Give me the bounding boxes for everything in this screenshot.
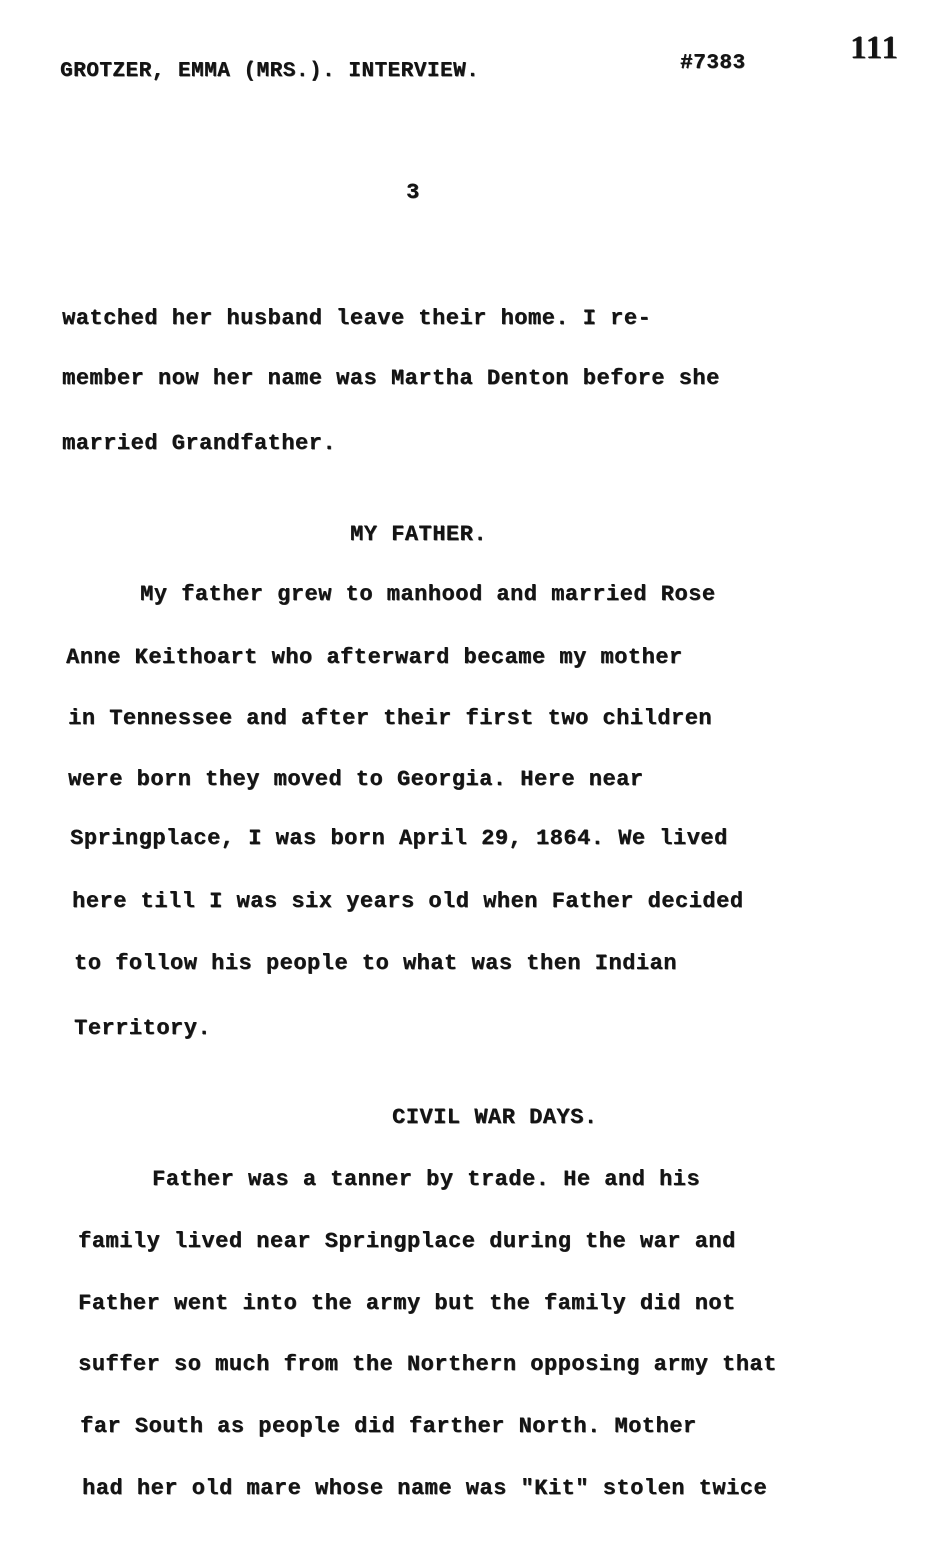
text-line: were born they moved to Georgia. Here near	[68, 767, 644, 792]
text-line: here till I was six years old when Father decided	[72, 889, 744, 914]
page-number: 3	[406, 180, 420, 205]
text-line: Anne Keithoart who afterward became my mother	[66, 645, 683, 670]
text-line: Springplace, I was born April 29, 1864. We lived	[70, 826, 728, 851]
text-line: Father was a tanner by trade. He and his	[152, 1167, 701, 1192]
text-line: far South as people did farther North. Mother	[80, 1414, 697, 1439]
text-line: to follow his people to what was then Indian	[74, 951, 677, 976]
text-line: suffer so much from the Northern opposing army that	[78, 1352, 777, 1377]
text-line: had her old mare whose name was "Kit" stolen twice	[82, 1476, 768, 1501]
text-line: My father grew to manhood and married Rose	[140, 582, 716, 607]
section-heading: CIVIL WAR DAYS.	[392, 1105, 598, 1130]
header-interview-number: #7383	[680, 52, 746, 75]
text-line: watched her husband leave their home. I re-	[62, 306, 652, 331]
text-line: Father went into the army but the family did not	[78, 1291, 736, 1316]
header-title: GROTZER, EMMA (MRS.). INTERVIEW.	[60, 60, 480, 83]
folio-number: 111	[850, 30, 899, 66]
section-heading: MY FATHER.	[350, 522, 488, 547]
text-line: married Grandfather.	[62, 431, 337, 456]
text-line: member now her name was Martha Denton before she	[62, 366, 720, 391]
text-line: Territory.	[74, 1016, 212, 1041]
text-line: in Tennessee and after their first two children	[68, 706, 713, 731]
text-line: family lived near Springplace during the war and	[78, 1229, 736, 1254]
